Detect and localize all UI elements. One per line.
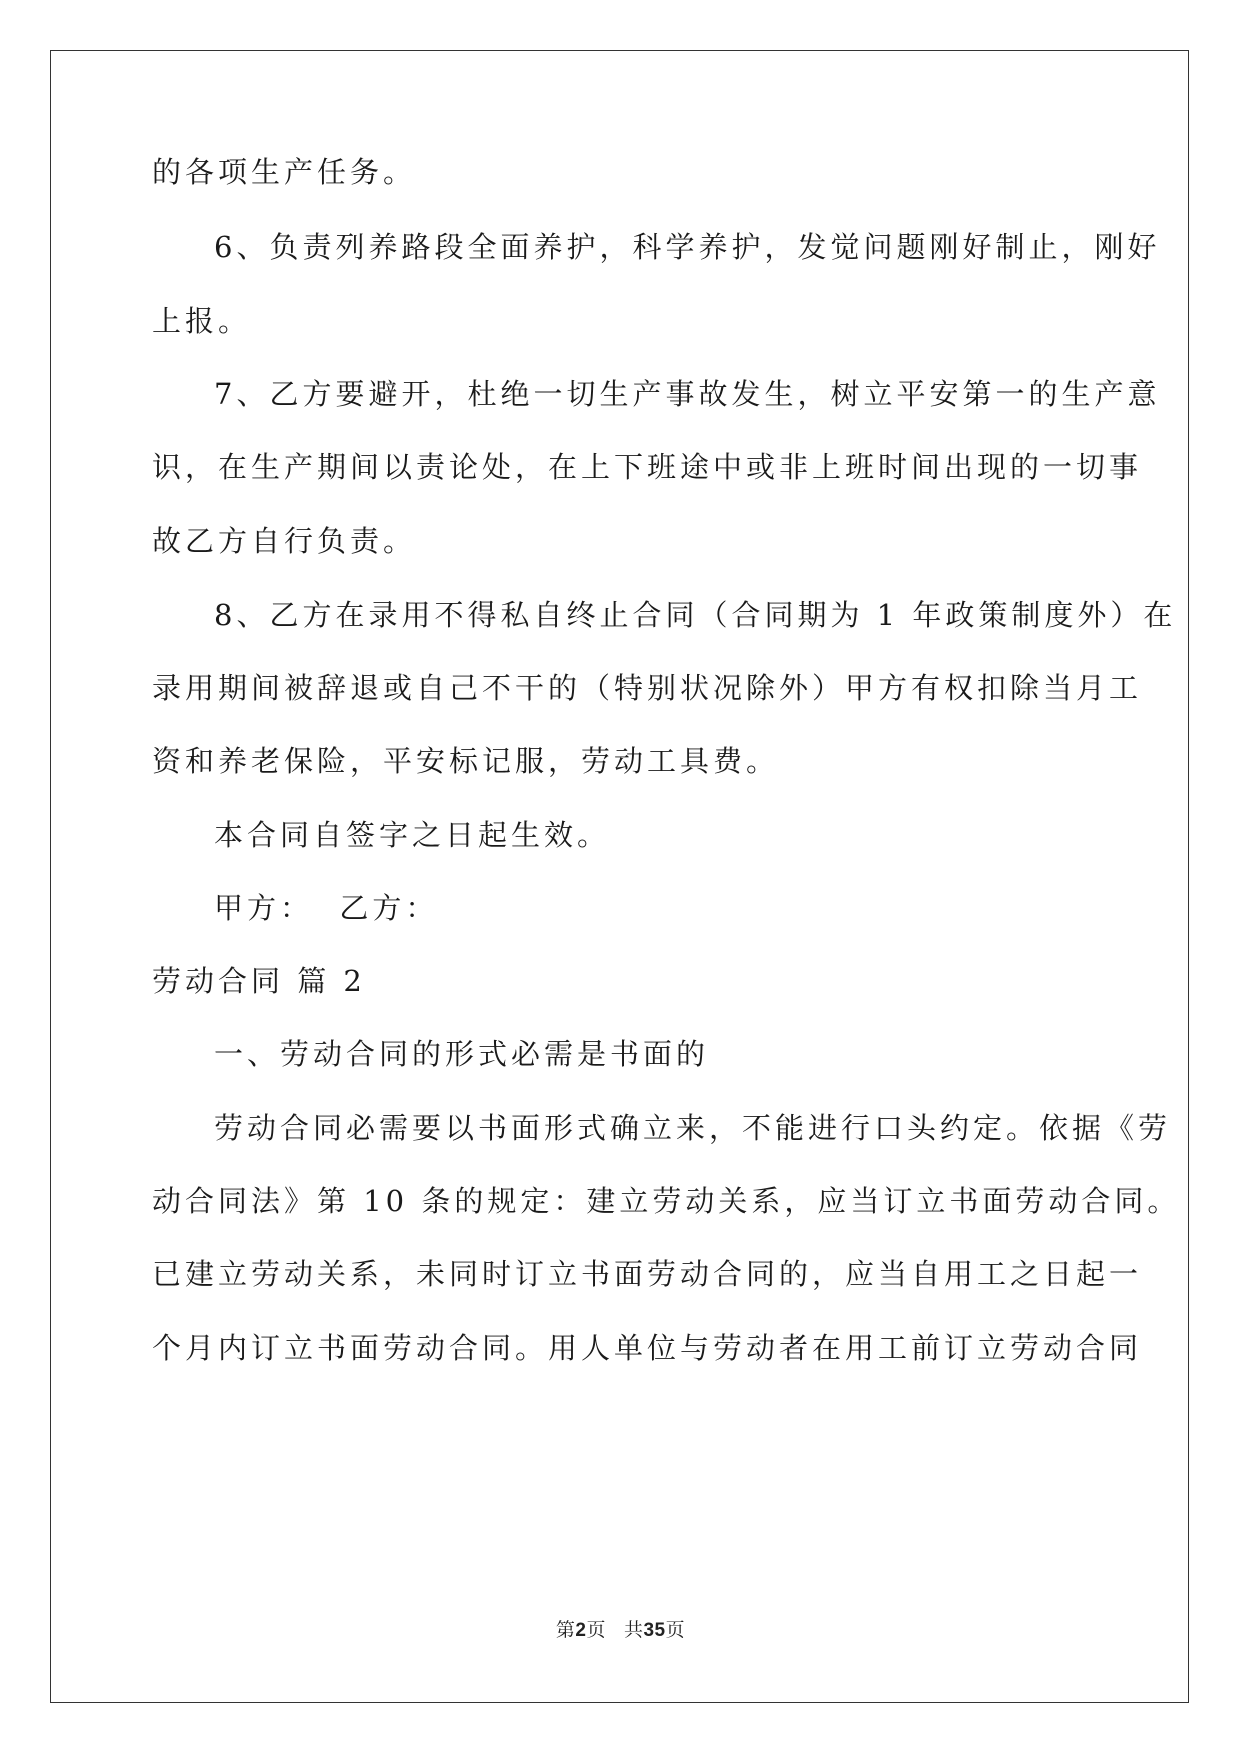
page-border [50, 50, 1189, 1703]
text-line: 资和养老保险，平安标记服，劳动工具费。 [152, 744, 780, 778]
footer-prefix: 第 [555, 1619, 576, 1641]
text-line: 6、负责列养路段全面养护，科学养护，发觉问题刚好制止，刚好 [214, 230, 1161, 264]
text-line: 7、乙方要避开，杜绝一切生产事故发生，树立平安第一的生产意 [214, 377, 1161, 411]
text-line: 劳动合同必需要以书面形式确立来，不能进行口头约定。依据《劳 [214, 1111, 1172, 1145]
footer-page-suffix: 页 [586, 1619, 606, 1641]
text-line: 故乙方自行负责。 [152, 524, 417, 558]
footer-total-prefix: 共 [623, 1619, 644, 1641]
footer-total-pages: 35 [643, 1620, 666, 1641]
subsection-heading: 一、劳动合同的形式必需是书面的 [214, 1037, 710, 1071]
footer-total-suffix: 页 [665, 1619, 686, 1641]
text-line: 已建立劳动关系，未同时订立书面劳动合同的，应当自用工之日起一 [152, 1257, 1143, 1291]
text-line: 动合同法》第 10 条的规定：建立劳动关系，应当订立书面劳动合同。 [152, 1184, 1181, 1218]
text-line: 8、乙方在录用不得私自终止合同（合同期为 1 年政策制度外）在 [214, 598, 1177, 632]
signature-line: 甲方： 乙方： [214, 891, 439, 925]
text-line: 本合同自签字之日起生效。 [214, 818, 611, 852]
page-footer [0, 1618, 1241, 1643]
text-line: 的各项生产任务。 [152, 155, 417, 189]
text-line: 个月内订立书面劳动合同。用人单位与劳动者在用工前订立劳动合同 [152, 1331, 1143, 1365]
text-line: 识，在生产期间以责论处，在上下班途中或非上班时间出现的一切事 [152, 450, 1143, 484]
footer-page-number: 2 [575, 1620, 587, 1641]
text-line: 上报。 [152, 304, 252, 338]
section-heading: 劳动合同 篇 2 [152, 964, 366, 998]
text-line: 录用期间被辞退或自己不干的（特别状况除外）甲方有权扣除当月工 [152, 671, 1143, 705]
